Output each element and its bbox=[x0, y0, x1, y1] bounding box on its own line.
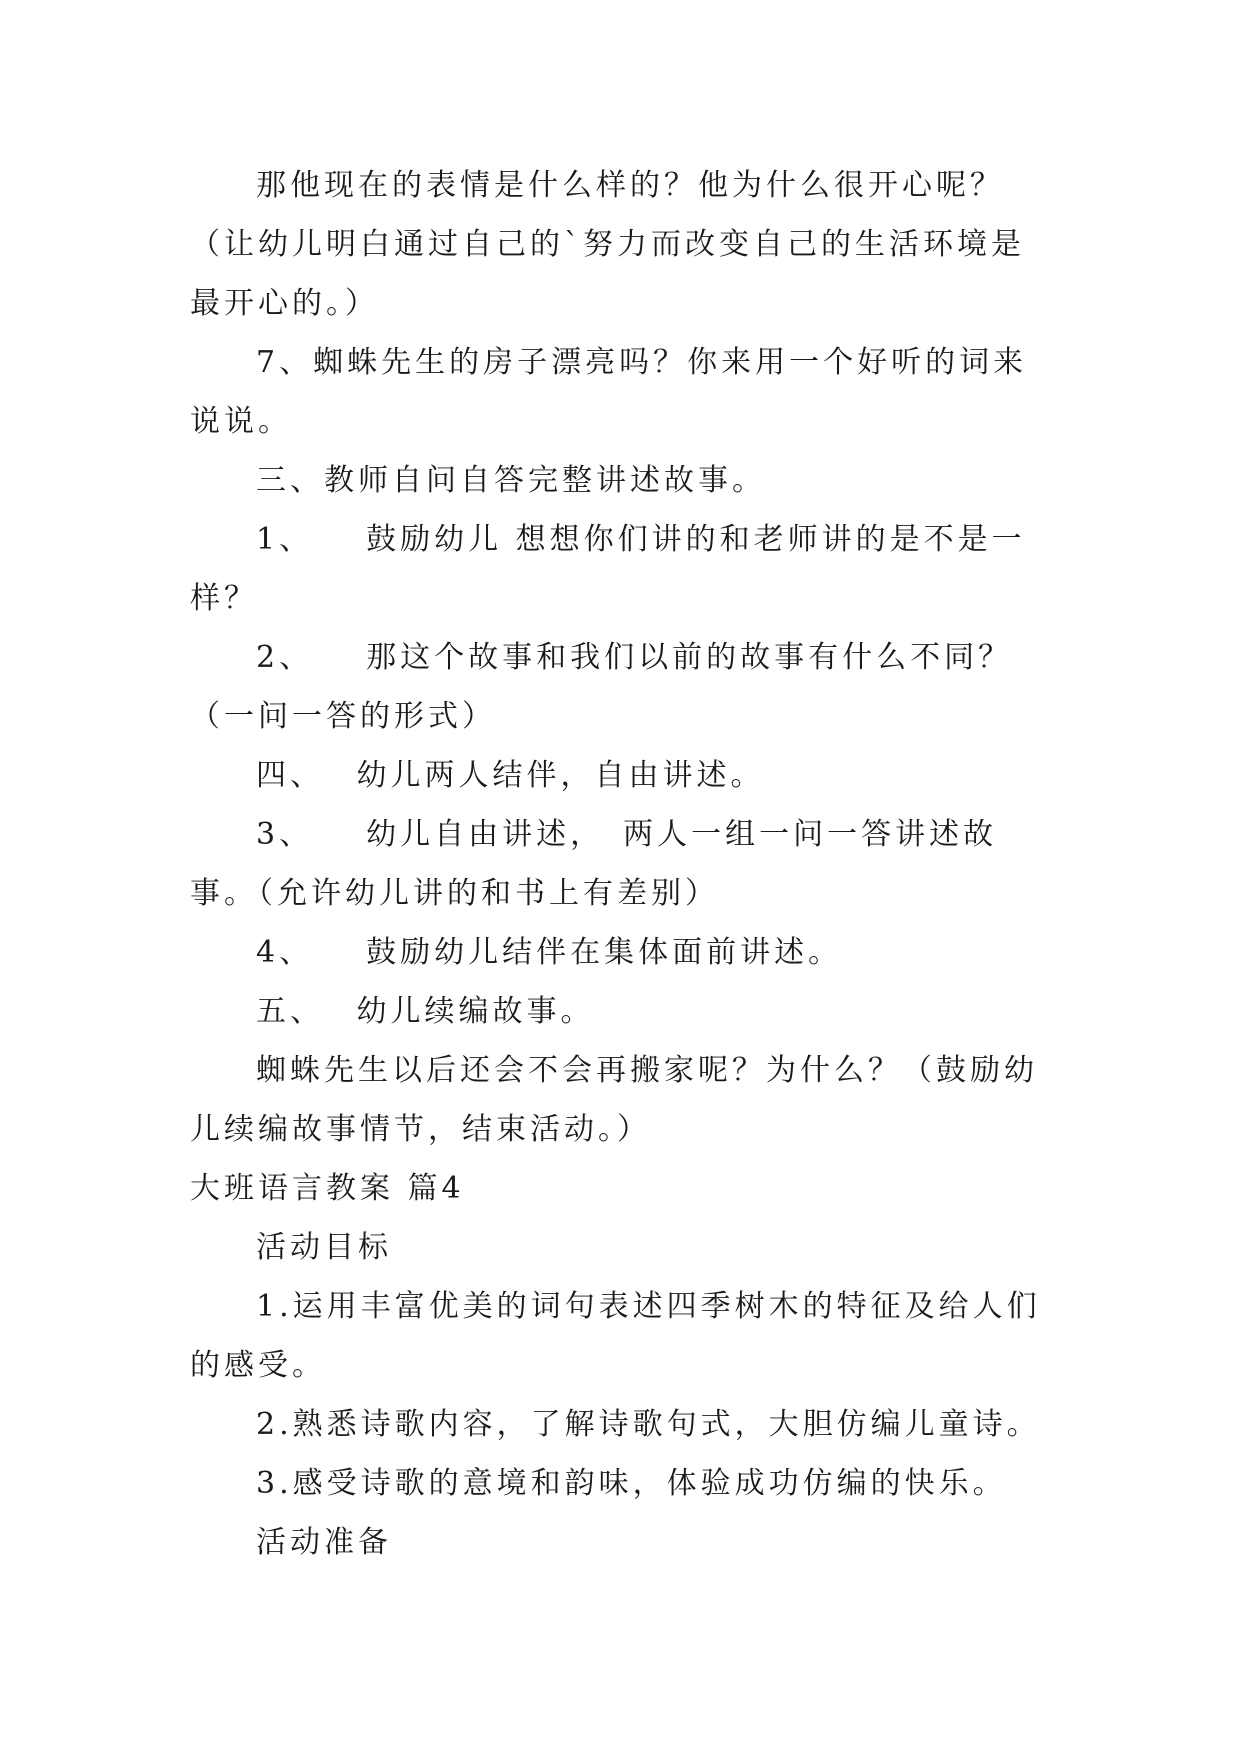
subheading-activity-goals: 活动目标 bbox=[256, 1230, 392, 1265]
goal-item: 1.运用丰富优美的词句表述四季树木的特征及给人们的感受。 bbox=[190, 1289, 1041, 1383]
paragraph: 五、 幼儿续编故事。 bbox=[256, 994, 595, 1029]
section-heading: 大班语言教案 篇4 bbox=[190, 1171, 465, 1206]
paragraph: 蜘蛛先生以后还会不会再搬家呢？为什么？（鼓励幼儿续编故事情节，结束活动。） bbox=[190, 1053, 1038, 1147]
paragraph: 2、 那这个故事和我们以前的故事有什么不同？（一问一答的形式） bbox=[190, 640, 1013, 734]
goal-item: 3.感受诗歌的意境和韵味，体验成功仿编的快乐。 bbox=[256, 1466, 1007, 1501]
paragraph: 4、 鼓励幼儿结伴在集体面前讲述。 bbox=[256, 935, 843, 970]
subheading-activity-preparation: 活动准备 bbox=[256, 1525, 392, 1560]
goal-item: 2.熟悉诗歌内容，了解诗歌句式，大胆仿编儿童诗。 bbox=[256, 1407, 1041, 1442]
paragraph: 四、 幼儿两人结伴，自由讲述。 bbox=[256, 758, 765, 793]
paragraph: 7、蜘蛛先生的房子漂亮吗？你来用一个好听的词来说说。 bbox=[190, 345, 1028, 439]
paragraph: 三、教师自问自答完整讲述故事。 bbox=[256, 463, 766, 498]
document-body bbox=[190, 156, 1050, 1572]
paragraph: 那他现在的表情是什么样的？他为什么很开心呢？（让幼儿明白通过自己的`努力而改变自己的生活环境是最开心的。） bbox=[190, 168, 1025, 321]
paragraph: 3、 幼儿自由讲述， 两人一组一问一答讲述故事。（允许幼儿讲的和书上有差别） bbox=[190, 817, 998, 911]
paragraph: 1、 鼓励幼儿 想想你们讲的和老师讲的是不是一样？ bbox=[190, 522, 1026, 616]
